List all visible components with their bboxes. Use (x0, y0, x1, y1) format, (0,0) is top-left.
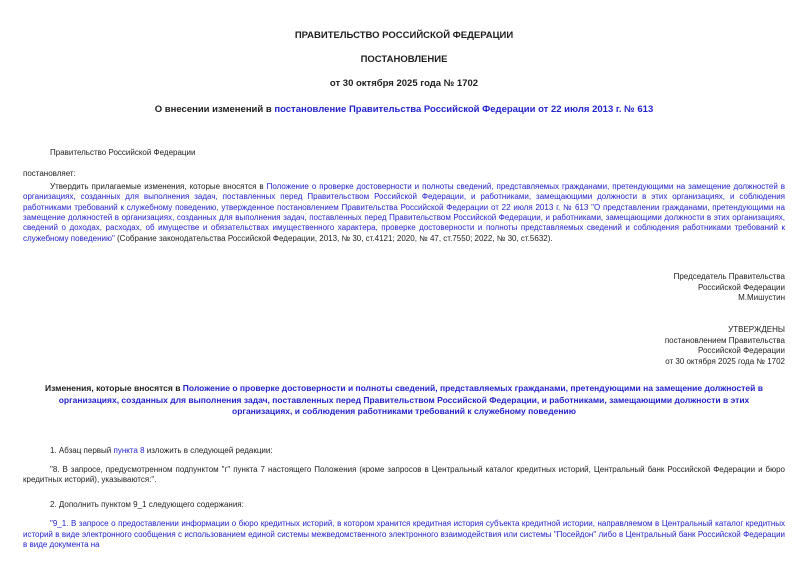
doc-subject-link[interactable]: постановление Правительства Российской Федерации от 22 июля 2013 г. № 613 (274, 104, 654, 115)
amendment-item-1-suffix: изложить в следующей редакции: (144, 445, 273, 455)
amendment-item-1-quote: "8. В запросе, предусмотренном подпунктом "г" пункта 7 настоящего Положения (кроме запросов в Центральный каталог кредитных историй, Центральный банк Российской Федерации и бюро кредитных историй), указываются:". (23, 465, 785, 485)
amendments-title-link[interactable]: Положение о проверке достоверности и полноты сведений, представляемых гражданами, претендующими на замещение должностей в организациях, созданных для выполнения задач, поставленных перед Правительством Российской Федерации, и работниками, замещающими должности в этих организациях, и соблюдения работниками требований к служебному поведению (58, 383, 763, 417)
doc-date: от 30 октября 2025 года № 1702 (329, 78, 479, 89)
doc-subject-prefix: О внесении изменений в (154, 104, 275, 115)
signature-position-line2: Российской Федерации (698, 282, 785, 292)
amendments-title (41, 383, 767, 418)
amendment-item-1-prefix: 1. Абзац первый (50, 445, 114, 455)
doc-type-title: ПОСТАНОВЛЕНИЕ (360, 54, 448, 65)
approval-stamp-line2: постановлением Правительства (664, 335, 785, 345)
approval-stamp (23, 325, 785, 367)
regulation-link[interactable]: Положение о проверке достоверности и полноты сведений, представляемых гражданами, претендующими на замещение должностей в организациях, созданных для выполнения задач, поставленных перед Правительством Российской Федерации, и работниками, замещающими должности в этих организациях, и соблюдения работниками требований к служебному поведению, утвержденное постановлением Правительства Российской Федерации от 22 июля 2013 г. № 613 "О представлении гражданами, претендующими на замещение должностей в организациях, созданных для выполнения задач, поставленных перед Правительством Российской Федерации, и работниками, замещающими должности в этих организациях, сведений о доходах, расходах, об имуществе и обязательствах имущественного характера, проверке достоверности и полноты представляемых сведений и соблюдения работниками требований к служебному поведению" (23, 181, 786, 243)
amendment-item-2-quote (23, 519, 785, 550)
doc-subject (23, 104, 785, 116)
issuer-paragraph: Правительство Российской Федерации (50, 148, 196, 157)
resolves-word: постановляет: (23, 169, 76, 179)
amendment-item-1 (23, 446, 785, 456)
signature-position-line1: Председатель Правительства (673, 272, 785, 282)
approval-stamp-line1: УТВЕРЖДЕНЫ (728, 325, 785, 335)
approve-suffix: (Собрание законодательства Российской Федерации, 2013, № 30, ст.4121; 2020, № 47, ст.7550; 2022, № 30, ст.5632). (114, 233, 553, 243)
approval-stamp-line4: от 30 октября 2025 года № 1702 (665, 356, 785, 366)
signature-block (23, 272, 785, 303)
approve-prefix: Утвердить прилагаемые изменения, которые вносятся в (50, 181, 267, 191)
amendment-item-2-quote-link[interactable]: "9_1. В запросе о предоставлении информации о бюро кредитных историй, в котором хранится кредитная история субъекта кредитной истории, направляемом в Центральный каталог кредитных историй в виде электронного сообщения с использованием единой системы межведомственного электронного взаимодействия или системы "Посейдон" либо в Центральный банк Российской Федерации в виде документа на (23, 519, 785, 550)
gov-header: ПРАВИТЕЛЬСТВО РОССИЙСКОЙ ФЕДЕРАЦИИ (294, 30, 514, 41)
amendment-item-1-link[interactable]: пункта 8 (113, 445, 145, 455)
amendment-item-2: 2. Дополнить пунктом 9_1 следующего содержания: (50, 499, 244, 509)
signature-name: М.Мишустин (738, 293, 785, 303)
approve-paragraph (23, 182, 785, 244)
amendments-title-prefix: Изменения, которые вносятся в (45, 383, 183, 394)
approval-stamp-line3: Российской Федерации (698, 346, 785, 356)
